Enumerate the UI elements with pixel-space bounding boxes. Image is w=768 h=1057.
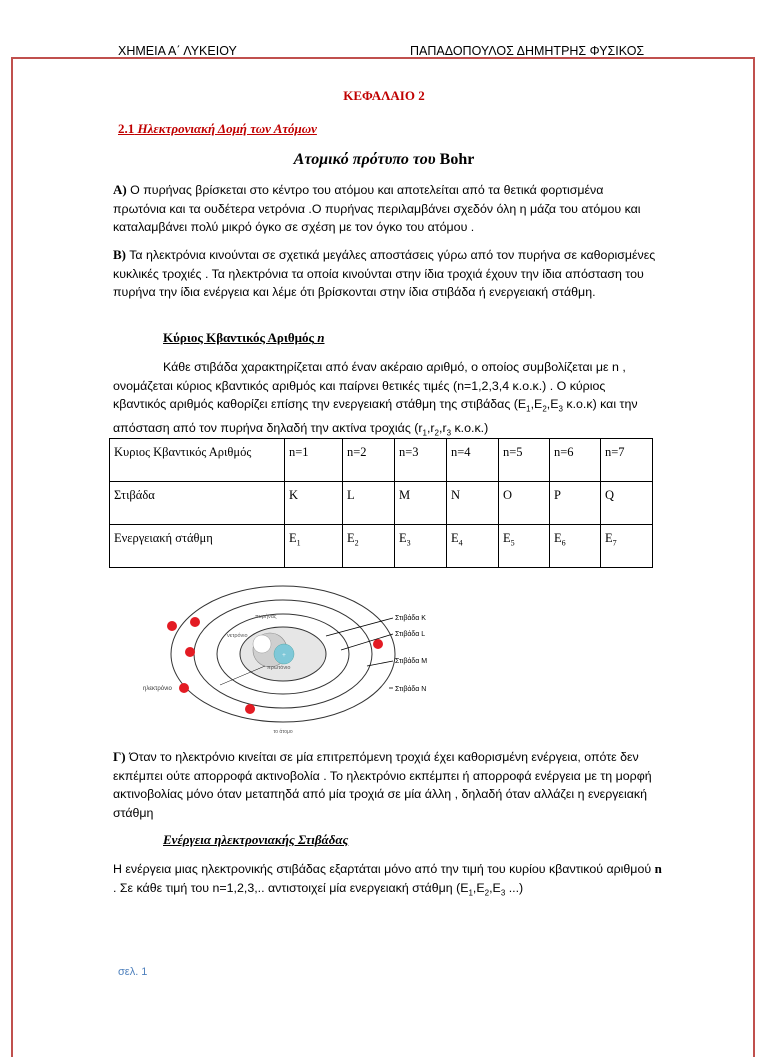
subheading-quantum-number — [163, 330, 325, 346]
paragraph-b-label: Β) — [113, 247, 126, 262]
electron-dot — [373, 639, 383, 649]
section-number: 2.1 — [118, 121, 135, 136]
paragraph-n-line3: κ.ο.κ) και την απόσταση από τον πυρήνα δηλαδή την ακτίνα τροχιάς (r — [113, 397, 638, 435]
paragraph-a-text: Ο πυρήνας βρίσκεται στο κέντρο του ατόμου και αποτελείται από τα θετικά φορτισμένα πρωτόνια και τα ουδέτερα νετρόνια .Ο πυρήνας περιλαμβάνει σχεδόν όλη η μάζα του ατόμου και καταλαμβάνει πολύ μικρό όγκο σε σχέση με τον όγκο του ατόμου . — [113, 183, 641, 234]
paragraph-e: Η ενέργεια μιας ηλεκτρονικής στιβάδας εξαρτάται μόνο από την τιμή του κυρίου κβαντικού αριθμού n . Σε κάθε τιμή του n=1,2,3,.. αντιστοιχεί μία ενεργειακή στάθμη ($E_1,E_2,E_3$ ...) — [113, 861, 662, 897]
section-text: Ηλεκτρονιακή Δομή των Ατόμων — [137, 121, 317, 136]
quantum-table — [109, 438, 653, 568]
subheading-shell-energy: Ενέργεια ηλεκτρονιακής Στιβάδας — [163, 832, 349, 847]
subheading-quantum-text: Κύριος Κβαντικός Αριθμός — [163, 330, 315, 345]
header-left: ΧΗΜΕΙΑ Α΄ ΛΥΚΕΙΟΥ — [118, 44, 237, 58]
electron-dot — [190, 617, 200, 627]
paragraph-a-label: Α) — [113, 182, 127, 197]
label-shell-n: Στιβάδα N — [395, 686, 427, 693]
table-row: Στιβάδα K L M N O P Q — [110, 482, 653, 525]
diagram-caption: το άτομο — [273, 729, 293, 735]
label-neutron: νετρόνιο — [227, 633, 248, 639]
label-shell-k: Στιβάδα K — [395, 615, 426, 622]
paragraph-e-text: Η ενέργεια μιας ηλεκτρονικής στιβάδας εξαρτάται μόνο από την τιμή του κυρίου κβαντικού αριθμού — [113, 862, 652, 876]
paragraph-g — [113, 748, 658, 822]
proton-sign: + — [282, 651, 286, 659]
paragraph-g-text: Όταν το ηλεκτρόνιο κινείται σε μία επιτρεπόμενη τροχιά έχει καθορισμένη ενέργεια, οπότε δεν εκπέμπει ούτε απορροφά ακτινοβολία . Το ηλεκτρόνιο εκπέμπει ή απορροφά ενέργεια με τη μορφή ακτινοβολίας μόνο όταν μεταπηδά από μία τροχιά σε μία άλλη , δηλαδή όταν αλλάζει η ενεργειακή στάθμη — [113, 750, 652, 820]
subheading-quantum-symbol: n — [317, 330, 325, 345]
title-name: Bohr — [439, 151, 475, 168]
label-arrow — [326, 618, 393, 636]
page-number: σελ. 1 — [118, 966, 148, 978]
electron-dot — [179, 683, 189, 693]
paragraph-b-text: Τα ηλεκτρόνια κινούνται σε σχετικά μεγάλες αποστάσεις γύρω από τον πυρήνα σε καθορισμένες κυκλικές τροχιές . Τα ηλεκτρόνια τα οποία κινούνται στην ίδια τροχιά έχουν την ίδια απόσταση του πυρήνα την ίδια ενέργεια και λέμε ότι βρίσκονται στην ίδια στιβάδα ή ενεργειακή στάθμη. — [113, 248, 656, 299]
electron-dot — [185, 647, 195, 657]
paragraph-n-line2: n , ονομάζεται κύριος κβαντικός αριθμός και παίρνει θετικές τιμές (n=1,2,3,4 κ.ο.κ.) . Ο κύριος κβαντικός αριθμός καθορίζει επίσης την ενεργειακή στάθμη της στιβάδας (Ε — [113, 360, 626, 411]
label-proton: πρωτόνιο — [267, 665, 291, 671]
page-title — [0, 151, 768, 169]
label-nucleus: πυρήνας — [255, 614, 277, 620]
section-title — [118, 121, 317, 137]
paragraph-b — [113, 246, 658, 302]
electron-dot — [245, 704, 255, 714]
label-shell-m: Στιβάδα M — [395, 658, 428, 665]
neutron — [253, 635, 271, 653]
table-row: Ενεργειακή στάθμη $E_1$ $E_2$ $E_3$ $E_4$ $E_5$ $E_6$ $E_7$ — [110, 525, 653, 568]
paragraph-n-line1: Κάθε στιβάδα χαρακτηρίζεται από έναν ακέραιο αριθμό, ο οποίος συμβολίζεται με — [163, 360, 609, 374]
chapter-title: ΚΕΦΑΛΑΙΟ 2 — [343, 88, 425, 103]
label-shell-l: Στιβάδα L — [395, 631, 426, 638]
bohr-atom-diagram — [115, 576, 460, 736]
paragraph-g-label: Γ) — [113, 749, 126, 764]
electron-dot — [167, 621, 177, 631]
table-row: Κυριος Κβαντικός Αριθμός n=1 n=2 n=3 n=4 n=5 n=6 n=7 — [110, 439, 653, 482]
label-electron: ηλεκτρόνιο — [143, 686, 172, 692]
paragraph-a — [113, 181, 658, 237]
paragraph-n: Κάθε στιβάδα χαρακτηρίζεται από έναν ακέραιο αριθμό, ο οποίος συμβολίζεται με n , ονομάζεται κύριος κβαντικός αριθμός και παίρνει θετικές τιμές (n=1,2,3,4 κ.ο.κ.) . Ο κύριος κβαντικός αριθμός καθορίζει επίσης την ενεργειακή στάθμη της στιβάδας ($E_1,E_2,E_3$ κ.ο.κ) και την απόσταση από τον πυρήνα δηλαδή την ακτίνα τροχιάς ($r_1,r_2,r_3$ κ.ο.κ.) — [113, 360, 638, 438]
title-main: Ατομικό πρότυπο του — [293, 151, 436, 168]
header-right: ΠΑΠΑΔΟΠΟΥΛΟΣ ΔΗΜΗΤΡΗΣ ΦΥΣΙΚΟΣ — [410, 44, 645, 58]
